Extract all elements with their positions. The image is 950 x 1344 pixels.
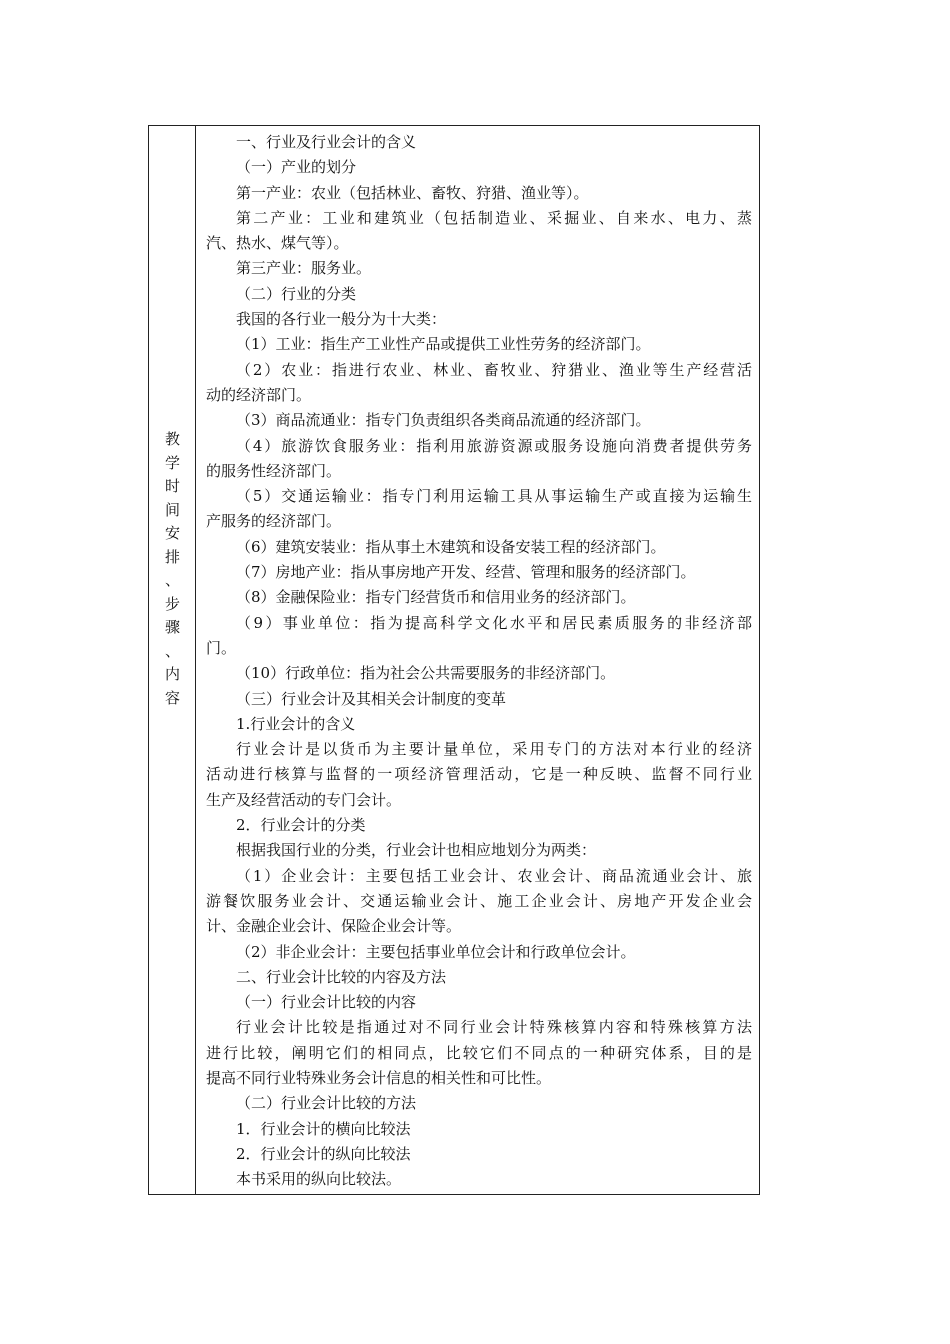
content-line: （一）产业的划分 <box>236 158 357 177</box>
content-line: （9）事业单位：指为提高科学文化水平和居民素质服务的非经济部 <box>236 613 752 632</box>
row-header-char: 安 <box>164 524 180 542</box>
row-header-char: 骤 <box>164 618 180 636</box>
content-line: （二）行业的分类 <box>236 284 357 303</box>
content-line: 活动进行核算与监督的一项经济管理活动，它是一种反映、监督不同行业 <box>206 765 752 784</box>
row-header-char: 时 <box>164 477 180 495</box>
content-line: 汽、热水、煤气等）。 <box>206 234 349 253</box>
content-line: （8）金融保险业：指专门经营货币和信用业务的经济部门。 <box>236 588 636 607</box>
row-header-char: 、 <box>164 571 180 589</box>
content-line: （5）交通运输业：指专门利用运输工具从事运输生产或直接为运输生 <box>236 487 752 506</box>
content-line: （一）行业会计比较的内容 <box>236 993 417 1012</box>
content-cell <box>196 126 759 1194</box>
row-header-label <box>149 428 196 710</box>
content-line: 门。 <box>206 638 237 657</box>
content-line: 计、金融企业会计、保险企业会计等。 <box>206 917 462 936</box>
content-line: 1.行业会计的含义 <box>236 714 356 733</box>
lesson-plan-table <box>148 125 760 1195</box>
content-line: 第二产业：工业和建筑业（包括制造业、采掘业、自来水、电力、蒸 <box>236 208 752 227</box>
row-header-char: 、 <box>164 641 180 660</box>
content-line: 提高不同行业特殊业务会计信息的相关性和可比性。 <box>206 1068 552 1087</box>
content-line: 2．行业会计的分类 <box>236 816 366 835</box>
content-line: 2．行业会计的纵向比较法 <box>236 1144 411 1163</box>
content-line: 第一产业：农业（包括林业、畜牧、狩猎、渔业等）。 <box>236 183 589 202</box>
content-line: 生产及经营活动的专门会计。 <box>206 790 402 809</box>
row-header-char: 排 <box>164 547 180 566</box>
content-line: （2）农业：指进行农业、林业、畜牧业、狩猎业、渔业等生产经营活 <box>236 360 752 379</box>
row-header-char: 学 <box>164 453 180 472</box>
row-header-char: 间 <box>164 500 180 519</box>
content-line: 行业会计是以货币为主要计量单位，采用专门的方法对本行业的经济 <box>236 740 752 759</box>
content-line: （三）行业会计及其相关会计制度的变革 <box>236 689 507 708</box>
row-header-cell <box>149 126 196 1194</box>
content-line: 一、行业及行业会计的含义 <box>236 133 417 151</box>
row-header-char: 容 <box>164 688 180 707</box>
content-line: （3）商品流通业：指专门负责组织各类商品流通的经济部门。 <box>236 411 651 430</box>
content-line: 进行比较，阐明它们的相同点，比较它们不同点的一种研究体系，目的是 <box>206 1043 752 1062</box>
content-line: 的服务性经济部门。 <box>206 461 342 480</box>
content-body <box>206 130 752 1192</box>
content-line: （4）旅游饮食服务业：指利用旅游资源或服务设施向消费者提供劳务 <box>236 436 752 455</box>
content-line: 本书采用的纵向比较法。 <box>236 1170 402 1189</box>
content-line: （6）建筑安装业：指从事土木建筑和设备安装工程的经济部门。 <box>236 537 666 556</box>
content-line: 第三产业：服务业。 <box>236 259 372 278</box>
content-line: （7）房地产业：指从事房地产开发、经营、管理和服务的经济部门。 <box>236 563 696 582</box>
content-line: 二、行业会计比较的内容及方法 <box>236 967 447 986</box>
content-line: （2）非企业会计：主要包括事业单位会计和行政单位会计。 <box>236 942 636 961</box>
content-line: （10）行政单位：指为社会公共需要服务的非经济部门。 <box>236 664 616 683</box>
content-line: 动的经济部门。 <box>206 385 312 404</box>
content-line: （二）行业会计比较的方法 <box>236 1094 417 1113</box>
row-header-char: 教 <box>164 430 180 448</box>
content-line: 产服务的经济部门。 <box>206 512 342 531</box>
row-header-char: 步 <box>164 594 180 613</box>
content-line: （1）工业：指生产工业性产品或提供工业性劳务的经济部门。 <box>236 335 651 354</box>
row-header-char: 内 <box>164 665 180 683</box>
content-line: 行业会计比较是指通过对不同行业会计特殊核算内容和特殊核算方法 <box>236 1018 752 1037</box>
content-line: 我国的各行业一般分为十大类： <box>236 310 447 329</box>
content-line: 1．行业会计的横向比较法 <box>236 1119 411 1138</box>
content-line: 根据我国行业的分类，行业会计也相应地划分为两类： <box>236 841 597 860</box>
content-line: 游餐饮服务业会计、交通运输业会计、施工企业会计、房地产开发企业会 <box>206 891 752 910</box>
content-line: （1）企业会计：主要包括工业会计、农业会计、商品流通业会计、旅 <box>236 866 752 885</box>
